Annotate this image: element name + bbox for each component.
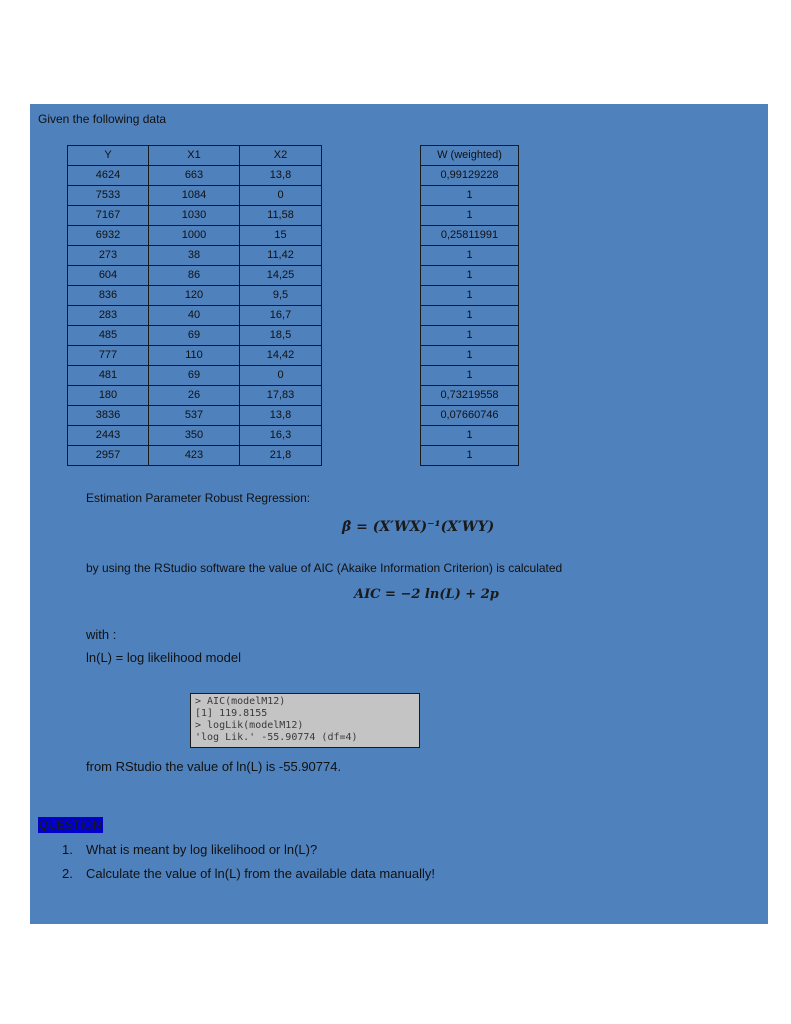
table-row [421,386,519,406]
table-row [68,386,322,406]
table-header-row [421,146,519,166]
table-cell: 13,8 [240,166,322,186]
table-cell: 11,42 [240,246,322,266]
console-line: [1] 119.8155 [195,708,268,719]
table-cell: 0,73219558 [421,386,519,406]
table-cell: 350 [149,426,240,446]
table-cell: 1084 [149,186,240,206]
console-line: > AIC(modelM12) [195,696,286,707]
table-cell: 14,25 [240,266,322,286]
console-line: 'log Lik.' -55.90774 (df=4) [195,732,358,743]
table-row [421,286,519,306]
table-row [421,206,519,226]
table-cell: 663 [149,166,240,186]
table-cell: 481 [68,366,149,386]
table-cell: 26 [149,386,240,406]
table-row [68,166,322,186]
console-line: > logLik(modelM12) [195,720,304,731]
table-cell: 1 [421,266,519,286]
table-cell: 0 [240,186,322,206]
table-cell: 69 [149,326,240,346]
question-item [62,842,317,857]
table-cell: 777 [68,346,149,366]
with-label: with : [86,627,117,642]
column-header: W (weighted) [421,146,519,166]
table-cell: 180 [68,386,149,406]
table-row [421,326,519,346]
table-cell: 2443 [68,426,149,446]
table-cell: 1 [421,446,519,466]
question-item [62,866,435,881]
table-row [68,426,322,446]
table-cell: 1 [421,366,519,386]
table-row [421,166,519,186]
table-cell: 1 [421,246,519,266]
table-row [68,286,322,306]
table-cell: 283 [68,306,149,326]
table-cell: 7533 [68,186,149,206]
aic-sentence: by using the RStudio software the value of AIC (Akaike Information Criterion) is calculated [86,561,563,575]
table-cell: 21,8 [240,446,322,466]
table-cell: 16,3 [240,426,322,446]
column-header: X1 [149,146,240,166]
table-row [421,346,519,366]
question-number: 2. [62,866,73,881]
table-row [68,246,322,266]
table-cell: 13,8 [240,406,322,426]
table-cell: 1030 [149,206,240,226]
table-cell: 537 [149,406,240,426]
table-cell: 604 [68,266,149,286]
table-cell: 0,25811991 [421,226,519,246]
table-row [68,346,322,366]
table-row [68,266,322,286]
table-cell: 1 [421,426,519,446]
question-number: 1. [62,842,73,857]
table-cell: 1 [421,306,519,326]
table-row [421,266,519,286]
table-cell: 1 [421,206,519,226]
table-cell: 2957 [68,446,149,466]
estimation-label: Estimation Parameter Robust Regression: [86,491,311,505]
rstudio-result: from RStudio the value of ln(L) is -55.90774. [86,759,342,774]
table-cell: 1 [421,186,519,206]
lnl-definition: ln(L) = log likelihood model [86,650,242,665]
table-row [421,366,519,386]
table-row [68,326,322,346]
table-cell: 1 [421,326,519,346]
table-row [68,206,322,226]
table-cell: 4624 [68,166,149,186]
table-cell: 423 [149,446,240,466]
table-cell: 485 [68,326,149,346]
table-cell: 38 [149,246,240,266]
table-cell: 17,83 [240,386,322,406]
table-cell: 110 [149,346,240,366]
table-cell: 16,7 [240,306,322,326]
table-cell: 15 [240,226,322,246]
table-cell: 0,99129228 [421,166,519,186]
table-cell: 14,42 [240,346,322,366]
table-cell: 1 [421,286,519,306]
table-row [68,186,322,206]
question-label: QUESTION [39,818,102,832]
table-row [421,446,519,466]
table-cell: 0,07660746 [421,406,519,426]
question-text: What is meant by log likelihood or ln(L)? [86,842,318,857]
table-cell: 40 [149,306,240,326]
table-cell: 1000 [149,226,240,246]
table-cell: 69 [149,366,240,386]
table-cell: 0 [240,366,322,386]
weights-table [420,145,519,466]
table-row [68,306,322,326]
table-cell: 6932 [68,226,149,246]
table-cell: 1 [421,346,519,366]
table-row [421,186,519,206]
table-cell: 7167 [68,206,149,226]
column-header: X2 [240,146,322,166]
table-row [421,406,519,426]
column-header: Y [68,146,149,166]
table-cell: 836 [68,286,149,306]
r-console-output [190,693,420,748]
data-table [67,145,322,466]
aic-formula: AIC = −2 ln(L) + 2p [354,587,499,602]
table-row [68,446,322,466]
table-row [421,246,519,266]
table-row [68,366,322,386]
table-cell: 18,5 [240,326,322,346]
table-cell: 11,58 [240,206,322,226]
table-row [68,226,322,246]
question-text: Calculate the value of ln(L) from the available data manually! [86,866,436,881]
table-cell: 120 [149,286,240,306]
table-row [421,306,519,326]
table-row [421,226,519,246]
table-cell: 9,5 [240,286,322,306]
table-header-row [68,146,322,166]
table-row [68,406,322,426]
table-row [421,426,519,446]
beta-formula: β̂ = (X′WX)⁻¹(X′WY) [342,519,495,535]
table-cell: 273 [68,246,149,266]
table-cell: 86 [149,266,240,286]
intro-text: Given the following data [38,112,167,126]
table-cell: 3836 [68,406,149,426]
